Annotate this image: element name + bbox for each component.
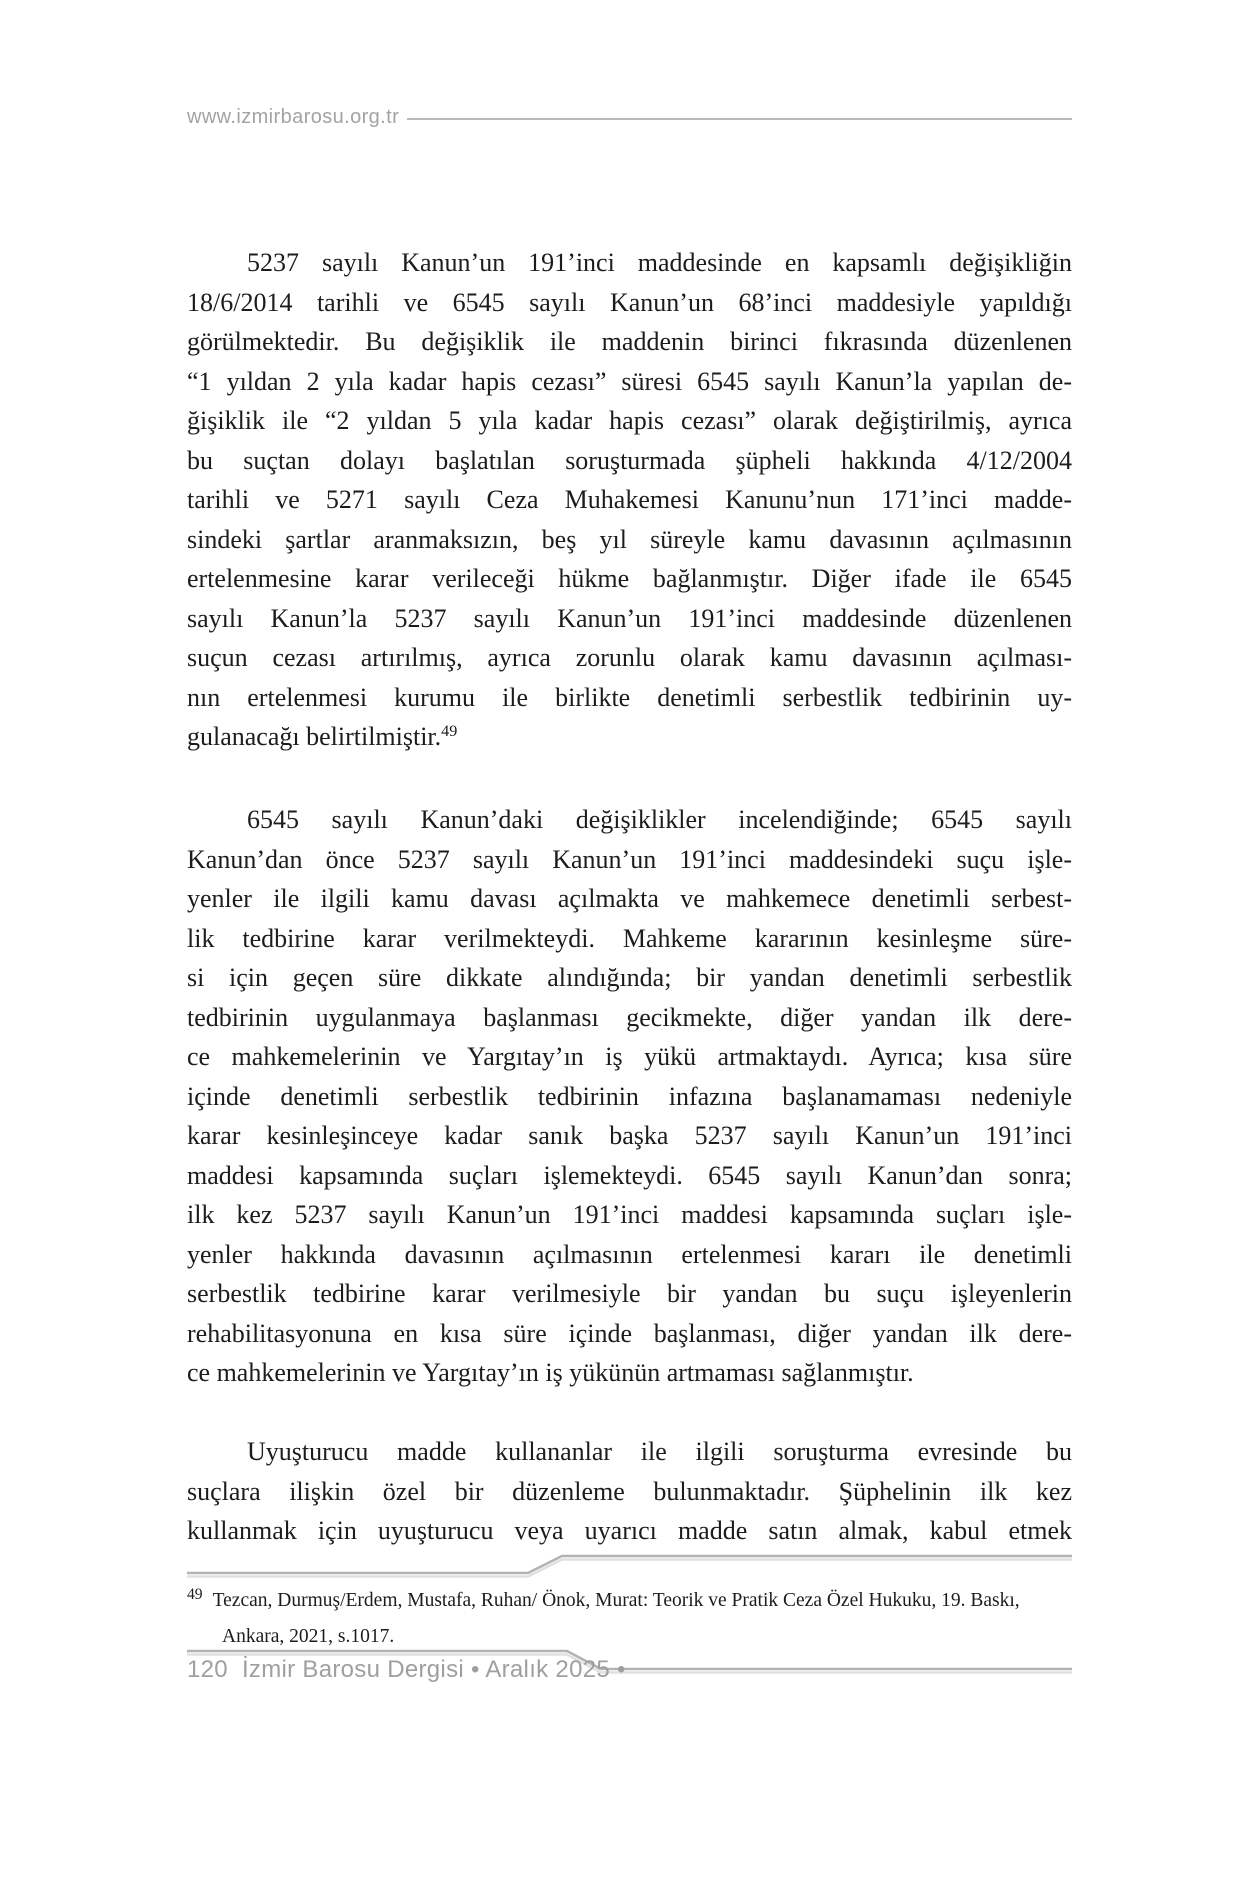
text-line: Uyuşturucu madde kullananlar ile ilgili soruşturma evresinde bu	[247, 1437, 1072, 1466]
header-rule	[407, 118, 1072, 120]
text-line: 18/6/2014 tarihli ve 6545 sayılı Kanun’un 68’inci maddesiyle yapıldığı	[187, 287, 1072, 317]
text-line: 6545 sayılı Kanun’daki değişiklikler incelendiğinde; 6545 sayılı	[247, 805, 1072, 834]
text-line: karar kesinleşinceye kadar sanık başka 5237 sayılı Kanun’un 191’inci	[187, 1121, 1072, 1150]
text-line: sindeki şartlar aranmaksızın, beş yıl süreyle kamu davasının açılmasının	[187, 524, 1072, 554]
text-line: ğişiklik ile “2 yıldan 5 yıla kadar hapis cezası” olarak değiştirilmiş, ayrıca	[187, 406, 1072, 435]
text-line: ertelenmesine karar verileceği hükme bağlanmıştır. Diğer ifade ile 6545	[187, 564, 1072, 593]
paragraph	[187, 800, 1072, 1393]
footnote	[187, 1583, 1072, 1654]
footnote-separator-line	[187, 1556, 1072, 1573]
text-line: yenler hakkında davasının açılmasının ertelenmesi kararı ile denetimli	[187, 1239, 1072, 1269]
text-line: kullanmak için uyuşturucu veya uyarıcı madde satın almak, kabul etmek	[187, 1516, 1072, 1545]
text-line: ce mahkemelerinin ve Yargıtay’ın iş yükü artmaktaydı. Ayrıca; kısa süre	[187, 1042, 1072, 1071]
text-line: maddesi kapsamında suçları işlemekteydi. 6545 sayılı Kanun’dan sonra;	[187, 1160, 1072, 1190]
text-line: suçlara ilişkin özel bir düzenleme bulunmaktadır. Şüphelinin ilk kez	[187, 1476, 1072, 1506]
paragraph	[187, 243, 1072, 761]
text-line: rehabilitasyonuna en kısa süre içinde başlanması, diğer yandan ilk dere-	[187, 1318, 1072, 1348]
page-footer	[187, 1656, 626, 1684]
footnote-text: Tezcan, Durmuş/Erdem, Mustafa, Ruhan/ Önok, Murat: Teorik ve Pratik Ceza Özel Hukuku, 19. Baskı,	[212, 1590, 1020, 1611]
text-line: lik tedbirine karar verilmekteydi. Mahkeme kararının kesinleşme süre-	[187, 923, 1072, 953]
text-line: si için geçen süre dikkate alındığında; bir yandan denetimli serbestlik	[187, 963, 1072, 992]
text-line: ilk kez 5237 sayılı Kanun’un 191’inci maddesi kapsamında suçları işle-	[187, 1200, 1072, 1229]
footnote-line-1	[187, 1583, 1072, 1619]
text-line: yenler ile ilgili kamu davası açılmakta ve mahkemece denetimli serbest-	[187, 884, 1072, 913]
body-text	[187, 243, 1072, 1551]
text-line: nın ertelenmesi kurumu ile birlikte denetimli serbestlik tedbirinin uy-	[187, 682, 1072, 712]
footnote-line-2: Ankara, 2021, s.1017.	[222, 1626, 395, 1647]
footnote-reference: 49	[441, 723, 458, 741]
text-line: tarihli ve 5271 sayılı Ceza Muhakemesi Kanunu’nun 171’inci madde-	[187, 485, 1072, 514]
footnote-separator-shadow	[187, 1560, 1072, 1577]
text-line: sayılı Kanun’la 5237 sayılı Kanun’un 191’inci maddesinde düzenlenen	[187, 603, 1072, 633]
journal-title: İzmir Barosu Dergisi • Aralık 2025 •	[241, 1656, 626, 1683]
page-header	[187, 106, 1072, 129]
page-number: 120	[187, 1656, 228, 1683]
text-line: Kanun’dan önce 5237 sayılı Kanun’un 191’inci maddesindeki suçu işle-	[187, 844, 1072, 874]
footnote-number: 49	[187, 1585, 203, 1603]
text-line: “1 yıldan 2 yıla kadar hapis cezası” süresi 6545 sayılı Kanun’la yapılan de-	[187, 366, 1072, 396]
text-line: gulanacağı belirtilmiştir.$^{49}$	[187, 722, 458, 751]
text-line: tedbirinin uygulanmaya başlanması gecikmekte, diğer yandan ilk dere-	[187, 1002, 1072, 1032]
text-line: bu suçtan dolayı başlatılan soruşturmada şüpheli hakkında 4/12/2004	[187, 445, 1072, 475]
paragraph	[187, 1432, 1072, 1551]
text-line: görülmektedir. Bu değişiklik ile maddenin birinci fıkrasında düzenlenen	[187, 327, 1072, 356]
header-url: www.izmirbarosu.org.tr	[187, 106, 400, 128]
text-line: ce mahkemelerinin ve Yargıtay’ın iş yükünün artmaması sağlanmıştır.	[187, 1358, 914, 1387]
text-line: 5237 sayılı Kanun’un 191’inci maddesinde en kapsamlı değişikliğin	[247, 248, 1072, 277]
text-line: içinde denetimli serbestlik tedbirinin infazına başlanamaması nedeniyle	[187, 1081, 1072, 1111]
text-line: suçun cezası artırılmış, ayrıca zorunlu olarak kamu davasının açılması-	[187, 643, 1072, 672]
text-line: serbestlik tedbirine karar verilmesiyle bir yandan bu suçu işleyenlerin	[187, 1279, 1072, 1308]
